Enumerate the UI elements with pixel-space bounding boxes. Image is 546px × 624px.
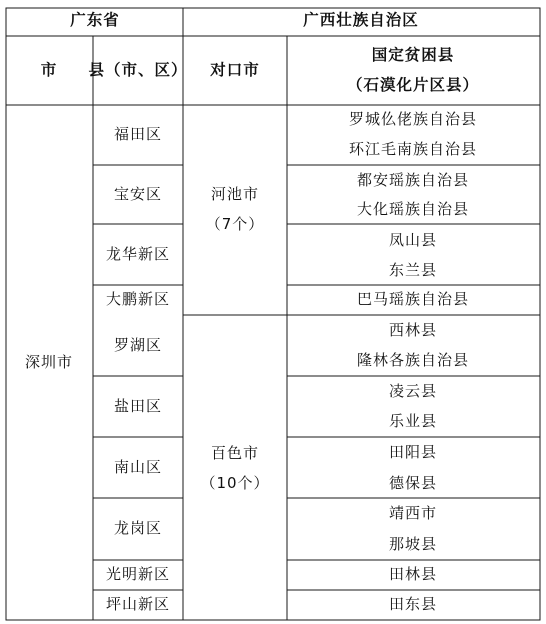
district-cell: 福田区 — [113, 125, 163, 143]
county-cell: 乐业县 — [388, 412, 438, 430]
district-cell: 龙华新区 — [105, 245, 171, 263]
header-poor-county-line2: （石漠化片区县） — [346, 76, 480, 94]
district-cell: 坪山新区 — [105, 595, 171, 613]
header-county: 县（市、区） — [88, 61, 188, 79]
county-cell: 那坡县 — [388, 535, 438, 553]
county-cell: 田阳县 — [388, 443, 438, 461]
district-cell: 龙岗区 — [113, 519, 163, 537]
partner-city-hechi-count: （7个） — [205, 215, 265, 233]
district-cell: 宝安区 — [113, 185, 163, 203]
partner-city-baise: 百色市 — [210, 444, 260, 462]
county-cell: 靖西市 — [388, 504, 438, 522]
district-cell: 盐田区 — [113, 397, 163, 415]
header-guangxi: 广西壮族自治区 — [303, 11, 419, 29]
district-cell: 光明新区 — [105, 565, 171, 583]
partner-city-baise-count: （10个） — [200, 474, 270, 492]
county-cell: 德保县 — [388, 474, 438, 492]
city-shenzhen: 深圳市 — [24, 353, 74, 371]
header-guangdong: 广东省 — [70, 11, 120, 29]
district-cell: 南山区 — [113, 458, 163, 476]
county-cell: 西林县 — [388, 321, 438, 339]
partner-city-hechi: 河池市 — [210, 185, 260, 203]
district-cell: 大鹏新区 — [105, 290, 171, 308]
county-cell: 田林县 — [388, 565, 438, 583]
county-cell: 巴马瑶族自治县 — [356, 290, 470, 308]
county-cell: 凤山县 — [388, 231, 438, 249]
county-cell: 田东县 — [388, 595, 438, 613]
header-poor-county-line1: 国定贫困县 — [371, 46, 455, 64]
county-cell: 东兰县 — [388, 261, 438, 279]
county-cell: 都安瑶族自治县 — [356, 171, 470, 189]
county-cell: 隆林各族自治县 — [356, 351, 470, 369]
district-cell: 罗湖区 — [113, 336, 163, 354]
county-cell: 罗城仫佬族自治县 — [348, 110, 478, 128]
county-cell: 大化瑶族自治县 — [356, 200, 470, 218]
county-cell: 环江毛南族自治县 — [348, 140, 478, 158]
header-partner-city: 对口市 — [210, 61, 260, 79]
county-cell: 凌云县 — [388, 382, 438, 400]
header-city: 市 — [40, 61, 58, 79]
